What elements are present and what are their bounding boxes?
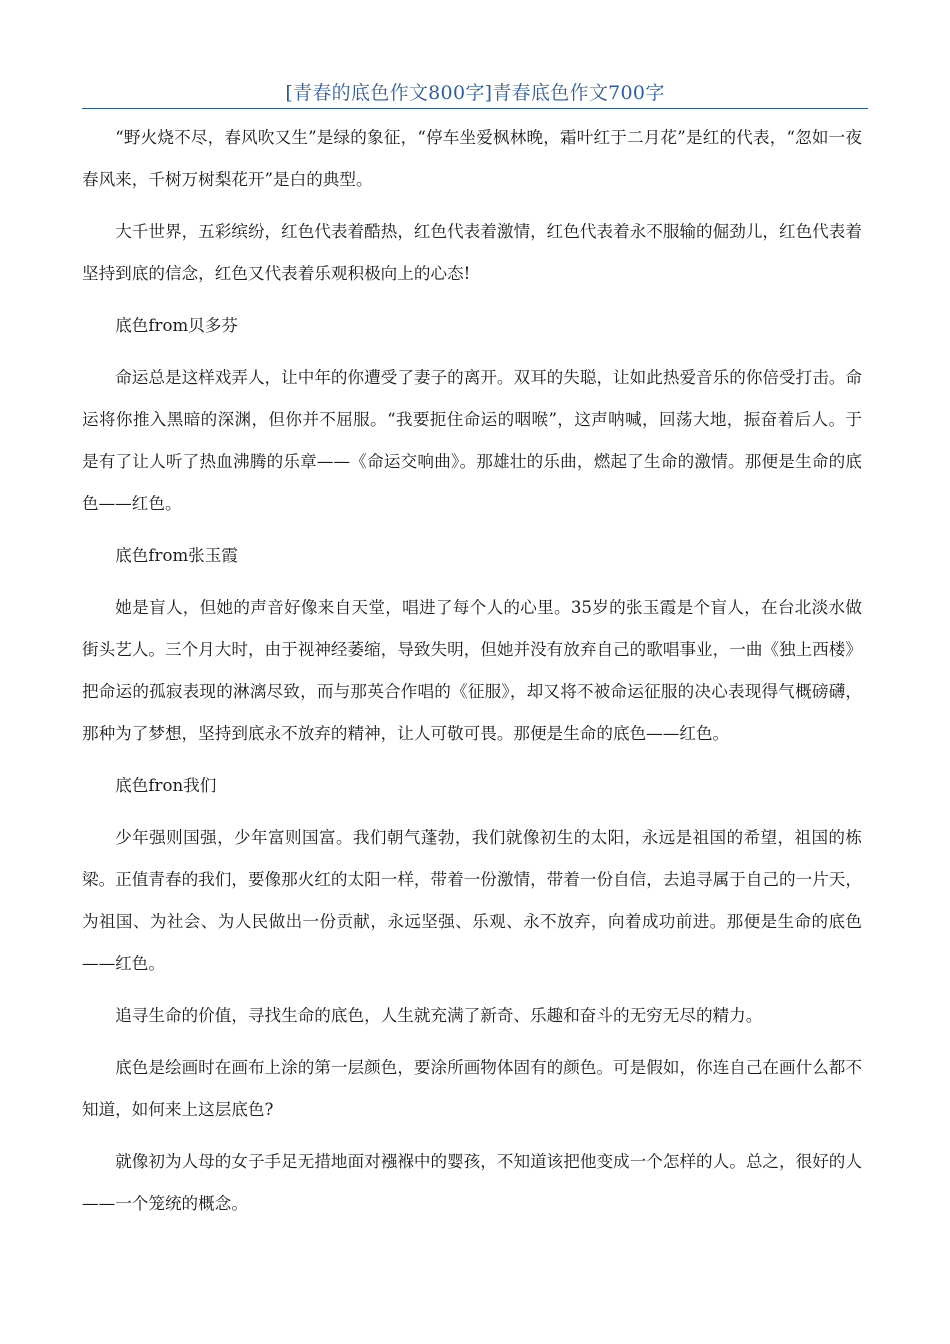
paragraph: 追寻生命的价值，寻找生命的底色，人生就充满了新奇、乐趣和奋斗的无穷无尽的精力。 — [115, 1006, 763, 1025]
section-heading: 底色from张玉霞 — [115, 546, 238, 565]
paragraph: 大千世界，五彩缤纷，红色代表着酷热，红色代表着激情，红色代表着永不服输的倔劲儿，红色代表着坚持到底的信念，红色又代表着乐观积极向上的心态! — [82, 222, 862, 283]
section-heading: 底色fron我们 — [115, 776, 217, 795]
page-header-title: [青春的底色作文800字]青春底色作文700字 — [285, 82, 665, 104]
paragraph: 就像初为人母的女子手足无措地面对襁褓中的婴孩，不知道该把他变成一个怎样的人。总之，很好的人——一个笼统的概念。 — [82, 1152, 862, 1213]
paragraph: “野火烧不尽，春风吹又生”是绿的象征，“停车坐爱枫林晚，霜叶红于二月花”是红的代表，“忽如一夜春风来，千树万树梨花开”是白的典型。 — [82, 128, 862, 189]
header-divider — [82, 108, 868, 109]
article-body — [82, 117, 862, 1235]
paragraph: 少年强则国强，少年富则国富。我们朝气蓬勃，我们就像初生的太阳，永远是祖国的希望，祖国的栋梁。正值青春的我们，要像那火红的太阳一样，带着一份激情，带着一份自信，去追寻属于自己的一片天，为祖国、为社会、为人民做出一份贡献，永远坚强、乐观、永不放弃，向着成功前进。那便是生命的底色——红色。 — [82, 828, 862, 973]
paragraph: 命运总是这样戏弄人，让中年的你遭受了妻子的离开。双耳的失聪，让如此热爱音乐的你倍受打击。命运将你推入黑暗的深渊，但你并不屈服。“我要扼住命运的咽喉”，这声呐喊，回荡大地，振奋着后人。于是有了让人听了热血沸腾的乐章——《命运交响曲》。那雄壮的乐曲，燃起了生命的激情。那便是生命的底色——红色。 — [82, 368, 862, 513]
section-heading: 底色from贝多芬 — [115, 316, 238, 335]
paragraph: 她是盲人，但她的声音好像来自天堂，唱进了每个人的心里。35岁的张玉霞是个盲人，在台北淡水做街头艺人。三个月大时，由于视神经萎缩，导致失明，但她并没有放弃自己的歌唱事业，一曲《独上西楼》把命运的孤寂表现的淋漓尽致，而与那英合作唱的《征服》，却又将不被命运征服的决心表现得气概磅礴，那种为了梦想，坚持到底永不放弃的精神，让人可敬可畏。那便是生命的底色——红色。 — [82, 598, 862, 743]
paragraph: 底色是绘画时在画布上涂的第一层颜色，要涂所画物体固有的颜色。可是假如，你连自己在画什么都不知道，如何来上这层底色? — [82, 1058, 862, 1119]
